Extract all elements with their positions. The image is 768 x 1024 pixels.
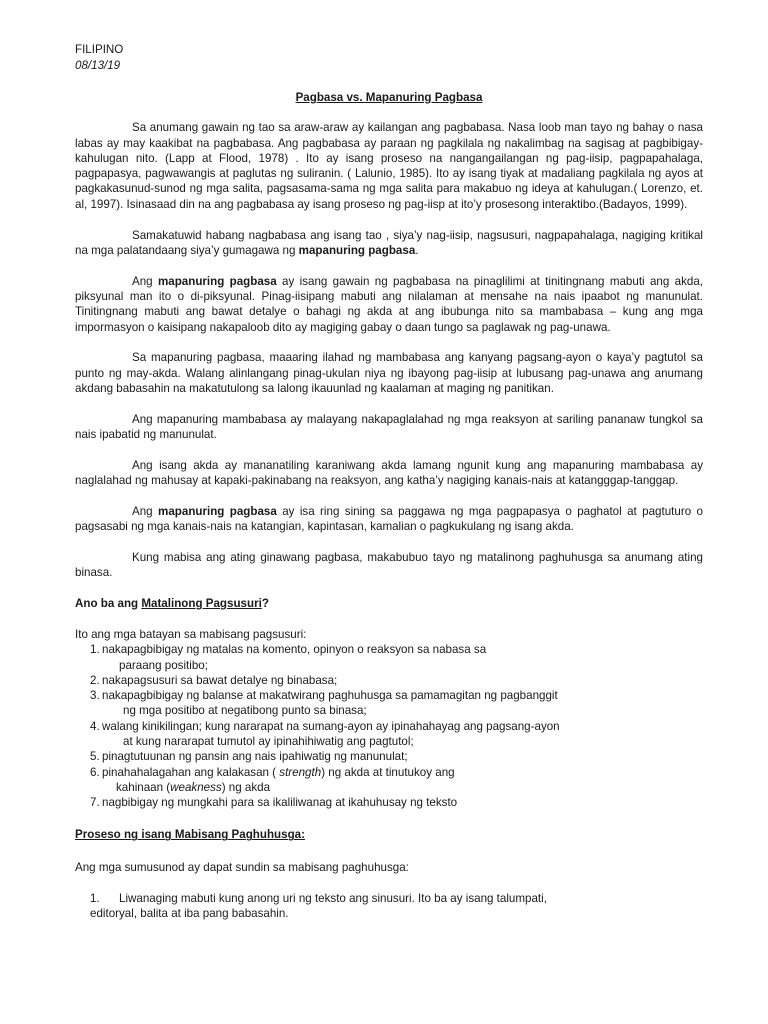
list-text-continued: at kung nararapat tumutol ay ipinahihiwatig ang pagtutol; (123, 735, 414, 748)
italic-term: weakness (170, 780, 222, 794)
list-item (75, 795, 703, 810)
list-text-continued: editoryal, balita at iba pang babasahin. (90, 907, 289, 921)
paragraph-sining (75, 504, 703, 535)
section-question (75, 596, 703, 611)
list-item (75, 719, 703, 750)
list-text: nakapagbibigay ng balanse at makatwirang paghuhusga sa pamamagitan ng pagbanggit (102, 689, 558, 703)
list-number: 1. (90, 892, 100, 906)
list-number: 4. (90, 719, 100, 733)
document-header (75, 42, 703, 73)
proseso-title (75, 827, 703, 842)
list-text: pinahahalagahan ang kalakasan ( (102, 765, 280, 779)
list-number: 7. (90, 796, 100, 810)
proseso-intro: Ang mga sumusunod ay dapat sundin sa mabisang paghuhusga: (75, 860, 409, 874)
list-number: 1. (90, 643, 100, 657)
paragraph-intro: Sa anumang gawain ng tao sa araw-araw ay kailangan ang pagbabasa. Nasa loob man tayo ng bahay o nasa labas ay may kaakibat na pagbabasa. Ang pagbabasa ay paraan ng pagkilala ng nakalimbag na sagisag at pagbibigay-kahulugan nito. (Lapp at Flood, 1978) . Ito ay isang proseso na nangangailangan ng pag-iisip, pagpapahalaga, pagpapasya, pagwawangis at paglutas ng suliranin. ( Lalunio, 1985). Ito ay isang tiyak at madaliang pagkilala ng ayos at pagkakasunud-sunod ng mga salita, pagsasama-sama ng mga salita para makabuo ng ideya at kahulugan.( Lorenzo, et. al, 1997). Isinasaad din na ang pagbabasa ay isang proseso ng pag-iisp at ito’y prosesong interaktibo.(Badayos, 1999). (75, 121, 703, 211)
list-item (75, 749, 703, 764)
bold-term: mapanuring pagbasa (298, 243, 416, 257)
section-title: Proseso ng isang Mabisang Paghuhusga: (75, 828, 305, 842)
list-text: Liwanaging mabuti kung anong uri ng teksto ang sinusuri. Ito ba ay isang talumpati, (119, 892, 547, 906)
list-text: pinagtutuunan ng pansin ang nais ipahiwatig ng manunulat; (102, 750, 408, 764)
list-text: ) ng akda (221, 780, 271, 794)
question-start: Ano ba ang (75, 597, 142, 611)
list-text: nakapagsusuri sa bawat detalye ng binabasa; (102, 673, 338, 687)
question-underlined: Matalinong Pagsusuri (141, 597, 262, 611)
paragraph-definition (75, 274, 703, 335)
paragraph-text: ay isang gawain ng pagbabasa na pinaglilimi at tinitingnang mabuti ang akda, piksyunal man ito o di-piksyunal. Pinag-iisipang mabuti ang nilalaman at mensahe na nais ipaabot ng manunulat. Tinitingnang mabuti ang bawat detalye o bahagi ng akda at ang ibubunga nito sa mambabasa – kung ang mga impormasyon o kaisipang nakapaloob dito ay magiging gabay o daan tungo sa paglawak ng pag-unawa. (75, 274, 703, 334)
bold-term: mapanuring pagbasa (158, 504, 277, 518)
paragraph-mabisa: Kung mabisa ang ating ginawang pagbasa, makabubuo tayo ng matalinong paghuhusga sa anumang ating binasa. (75, 551, 703, 580)
document-title: Pagbasa vs. Mapanuring Pagbasa (295, 91, 483, 104)
paragraph-reaksyon: Ang mapanuring mambabasa ay malayang nakapaglalahad ng mga reaksyon at sariling pananaw tungkol sa nais ipabatid ng manunulat. (75, 412, 703, 442)
bold-term: mapanuring pagbasa (157, 274, 277, 288)
list-item (75, 765, 703, 796)
italic-term: strength (279, 765, 322, 779)
paragraph-end: . (415, 243, 419, 257)
list-text: nakapagbibigay ng matalas na komento, opinyon o reaksyon sa nabasa sa (102, 643, 487, 657)
list-item (75, 891, 703, 922)
paragraph-text: Samakatuwid habang nagbabasa ang isang tao , siya’y nag-iisip, nagsusuri, nagpapahalaga, nagiging kritikal na mga palatandaang siya’y gumagawa ng (75, 228, 703, 257)
list-text: kahinaan ( (116, 780, 171, 794)
list-item (75, 688, 703, 719)
list-item (75, 673, 703, 688)
paragraph-start: Ang (132, 504, 159, 518)
document-page (75, 42, 703, 922)
batayan-list (75, 642, 703, 810)
batayan-intro: Ito ang mga batayan sa mabisang pagsusuri: (75, 627, 307, 641)
list-number: 5. (90, 750, 100, 764)
paragraph-text: ay isa ring sining sa paggawa ng mga pagpapasya o paghatol at pagtuturo o pagsasabi ng mga kanais-nais na katangian, kapintasan, kamalian o pagkukulang ng isang akda. (75, 504, 703, 534)
list-text: nagbibigay ng mungkahi para sa ikaliliwanag at ikahuhusay ng teksto (102, 796, 458, 810)
list-text-continued (102, 780, 703, 795)
list-text: walang kinikilingan; kung nararapat na sumang-ayon ay ipinahahayag ang pagsang-ayon (102, 719, 560, 733)
list-text-continued: ng mga positibo at negatibong punto sa binasa; (123, 704, 367, 718)
paragraph-pagsang-ayon: Sa mapanuring pagbasa, maaaring ilahad ng mambabasa ang kanyang pagsang-ayon o kaya’y pagtutol sa punto ng may-akda. Walang alinlangang pinag-ukulan niya ng ibayong pag-iisip at lubusang pag-unawa ang anumang akdang babasahin na makatutulong sa lalong ikauunlad ng kaalaman at maging ng panitikan. (75, 351, 703, 395)
paragraph-samakatuwid (75, 228, 703, 259)
paragraph-start: Ang (132, 274, 158, 288)
question-end: ? (261, 597, 269, 611)
date-label: 08/13/19 (75, 58, 121, 72)
paragraph-akda: Ang isang akda ay mananatiling karaniwang akda lamang ngunit kung ang mapanuring mambabasa ay naglalahad ng mahusay at kapaki-pakinabang na reaksyon, ang katha’y nagiging kanais-nais at katangggap-tanggap. (75, 458, 703, 488)
list-number: 2. (90, 673, 100, 687)
list-text-continued: paraang positibo; (119, 658, 208, 672)
list-number: 6. (90, 765, 100, 779)
list-item (75, 642, 703, 673)
proseso-list (75, 891, 703, 922)
list-text: ) ng akda at tinutukoy ang (321, 765, 455, 779)
list-number: 3. (90, 689, 100, 703)
subject-label: FILIPINO (75, 43, 124, 56)
